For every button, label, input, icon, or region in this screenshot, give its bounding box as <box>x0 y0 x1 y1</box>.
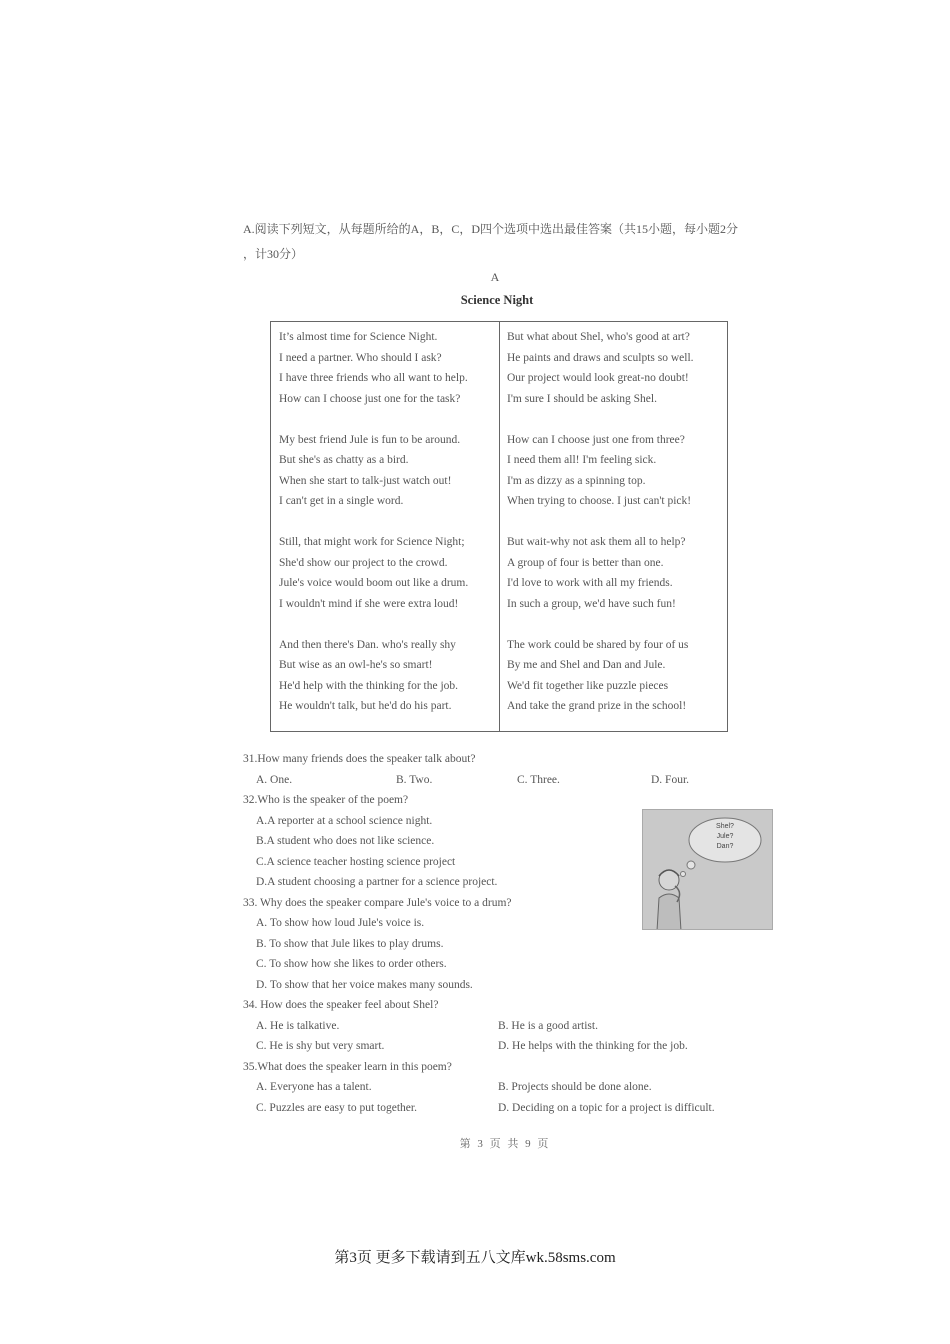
poem-line: But what about Shel, who's good at art? <box>507 331 690 343</box>
question-34-option-d: D. He helps with the thinking for the job. <box>498 1040 688 1052</box>
poem-stanza <box>507 635 725 717</box>
poem-stanza <box>507 430 725 512</box>
poem-stanza <box>279 532 495 614</box>
poem-line: In such a group, we'd have such fun! <box>507 597 676 610</box>
poem-line: How can I choose just one from three? <box>507 433 685 446</box>
poem-line: The work could be shared by four of us <box>507 638 689 651</box>
question-35-option-d: D. Deciding on a topic for a project is difficult. <box>498 1102 715 1114</box>
bubble-name-jule: Jule? <box>716 833 734 840</box>
poem-line: My best friend Jule is fun to be around. <box>279 433 461 446</box>
poem-line: He'd help with the thinking for the job. <box>279 679 459 692</box>
poem-line: How can I choose just one for the task? <box>279 392 461 405</box>
bubble-name-dan: Dan? <box>716 843 734 850</box>
bubble-name-shel: Shel? <box>716 823 734 830</box>
poem-right-column <box>507 327 725 737</box>
poem-line: I'm sure I should be asking Shel. <box>507 392 657 405</box>
poem-column-divider <box>499 322 500 731</box>
poem-line: I need them all! I'm feeling sick. <box>507 454 657 466</box>
question-32-option-d: D.A student choosing a partner for a science project. <box>256 876 498 888</box>
question-31-option-d: D. Four. <box>651 774 690 786</box>
question-31-option-c: C. Three. <box>517 774 560 786</box>
poem-line: By me and Shel and Dan and Jule. <box>507 659 666 671</box>
question-34-option-c: C. He is shy but very smart. <box>256 1040 385 1052</box>
question-35-option-b: B. Projects should be done alone. <box>498 1081 652 1093</box>
question-33-option-d: D. To show that her voice makes many sounds. <box>256 979 473 991</box>
question-33-option-a: A. To show how loud Jule's voice is. <box>256 917 425 929</box>
poem-line: I need a partner. Who should I ask? <box>279 351 442 364</box>
instructions-line-1: A.阅读下列短文，从每题所给的A，B，C，D四个选项中选出最佳答案（共15小题，每小题2分 <box>243 222 739 236</box>
poem-line: Jule's voice would boom out like a drum. <box>279 577 469 589</box>
poem-stanza <box>279 327 495 409</box>
question-33-stem: 33. Why does the speaker compare Jule's voice to a drum? <box>243 897 512 909</box>
question-35-stem: 35.What does the speaker learn in this poem? <box>243 1061 452 1073</box>
student-thinking-illustration <box>642 809 773 930</box>
poem-line: He paints and draws and sculpts so well. <box>507 351 694 364</box>
poem-title: Science Night <box>460 293 534 307</box>
thought-dot-icon <box>681 872 686 877</box>
poem-line: And then there's Dan. who's really shy <box>279 638 456 651</box>
question-34-option-a: A. He is talkative. <box>256 1020 340 1032</box>
poem-line: But wise as an owl-he's so smart! <box>279 659 433 671</box>
question-34-option-b: B. He is a good artist. <box>498 1020 598 1032</box>
student-body-icon <box>657 894 681 930</box>
question-31-option-b: B. Two. <box>396 774 433 786</box>
instructions-line-2: ，计30分） <box>243 247 304 261</box>
poem-line: I'd love to work with all my friends. <box>507 577 673 589</box>
question-32-stem: 32.Who is the speaker of the poem? <box>243 794 409 806</box>
poem-line: I wouldn't mind if she were extra loud! <box>279 597 459 610</box>
section-letter: A <box>490 270 500 284</box>
poem-line: She'd show our project to the crowd. <box>279 556 448 569</box>
poem-stanza <box>507 532 725 614</box>
poem-stanza <box>507 327 725 409</box>
poem-stanza <box>279 635 495 717</box>
page-number: 第 3 页 共 9 页 <box>459 1138 551 1150</box>
section-instructions <box>243 217 783 267</box>
download-footer: 第3页 更多下载请到五八文库wk.58sms.com <box>334 1250 616 1266</box>
poem-line: But she's as chatty as a bird. <box>279 454 409 466</box>
poem-line: And take the grand prize in the school! <box>507 700 687 712</box>
poem-stanza <box>279 430 495 512</box>
thinking-student-drawing <box>643 810 773 930</box>
poem-box <box>270 321 728 732</box>
question-32-option-b: B.A student who does not like science. <box>256 835 435 847</box>
question-32-option-a: A.A reporter at a school science night. <box>256 815 433 827</box>
question-32-option-c: C.A science teacher hosting science project <box>256 856 456 868</box>
poem-line: Still, that might work for Science Night; <box>279 536 465 548</box>
poem-line: Our project would look great-no doubt! <box>507 372 689 384</box>
poem-line: When trying to choose. I just can't pick! <box>507 495 692 507</box>
question-33-option-c: C. To show how she likes to order others. <box>256 958 447 970</box>
question-33-option-b: B. To show that Jule likes to play drums. <box>256 938 444 950</box>
poem-line: When she start to talk-just watch out! <box>279 474 452 487</box>
poem-line: He wouldn't talk, but he'd do his part. <box>279 700 452 712</box>
poem-line: I have three friends who all want to help. <box>279 372 468 384</box>
poem-left-column <box>279 327 495 737</box>
poem-line: It’s almost time for Science Night. <box>279 331 438 343</box>
thought-dot-icon <box>687 861 695 869</box>
question-34-stem: 34. How does the speaker feel about Shel? <box>243 999 439 1011</box>
poem-line: I'm as dizzy as a spinning top. <box>507 474 646 487</box>
poem-line: But wait-why not ask them all to help? <box>507 536 686 548</box>
poem-line: We'd fit together like puzzle pieces <box>507 679 669 692</box>
poem-line: I can't get in a single word. <box>279 495 404 507</box>
poem-line: A group of four is better than one. <box>507 556 664 569</box>
question-35-option-a: A. Everyone has a talent. <box>256 1081 372 1093</box>
question-35-option-c: C. Puzzles are easy to put together. <box>256 1102 417 1114</box>
question-31-stem: 31.How many friends does the speaker talk about? <box>243 753 476 765</box>
question-31-option-a: A. One. <box>256 774 293 786</box>
